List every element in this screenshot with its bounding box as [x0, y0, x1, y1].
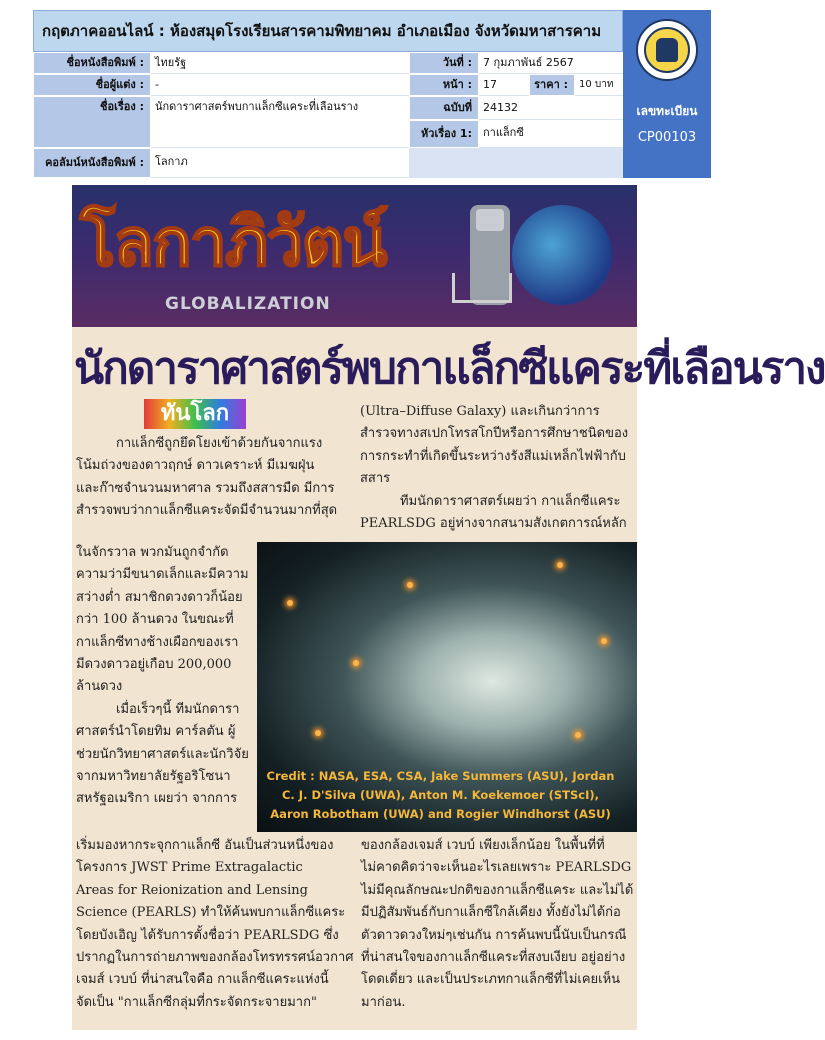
text-line: ตัวดาวดวงใหม่ๆเช่นกัน การค้นพบนี้นับเป็นกรณี: [361, 927, 627, 943]
text-line: การกระทำที่เกิดขึ้นระหว่างรังสีแม่เหล็กไฟฟ้ากับ: [360, 448, 626, 464]
empty-cell: [409, 148, 479, 178]
bottom-right-text: [361, 835, 633, 1014]
text-line: และก๊าซจำนวนมหาศาล รวมถึงสสารมืด มีการ: [76, 480, 335, 496]
newspaper-label: ชื่อหนังสือพิมพ์ :: [33, 52, 151, 74]
author-value: -: [151, 74, 409, 96]
text-line: ศาสตร์นำโดยทิม คาร์ลตัน ผู้: [76, 724, 236, 740]
text-line: ไม่คาดคิดว่าจะเห็นอะไรเลยเพราะ PEARLSDG: [361, 860, 632, 876]
registration-number: CP00103: [637, 130, 697, 145]
credit-line: C. J. D'Silva (UWA), Anton M. Koekemoer (STScI),: [281, 788, 600, 802]
text-line: จากมหาวิทยาลัยรัฐอริโซนา: [76, 768, 231, 784]
shopping-cart-icon: [452, 273, 512, 303]
date-value: 7 กุมภาพันธ์ 2567: [479, 52, 623, 74]
text-line: กาแล็กซีถูกยึดโยงเข้าด้วยกันจากแรง: [116, 436, 323, 451]
photo-credit: [244, 767, 637, 825]
newspaper-clipping: [72, 185, 825, 1030]
text-line: โดดเดี่ยว และเป็นประเภทกาแล็กซีที่ไม่เคยเห็น: [361, 972, 621, 988]
column-banner: [72, 185, 637, 327]
text-line: สำรวจทางสเปกโทรสโกปีหรือการศึกษาชนิดของ: [360, 426, 629, 442]
text-line: สหรัฐอเมริกา เผยว่า จากการ: [76, 791, 238, 807]
price-value: 10 บาท: [575, 74, 623, 96]
school-seal-icon: [636, 19, 698, 81]
author-label: ชื่อผู้แต่ง :: [33, 74, 151, 96]
text-line: ที่น่าสนใจของกาแล็กซีแคระที่สงบเงียบ อยู่อย่าง: [361, 949, 626, 965]
text-line: มีปฏิสัมพันธ์กับกาแล็กซีใกล้เคียง ทั้งยังไม่ได้ก่อ: [361, 905, 621, 921]
text-line: โดยบังเอิญ ได้รับการตั้งชื่อว่า PEARLSDG ซึ่ง: [76, 927, 339, 943]
text-line: มีดวงดาวอยู่เกือบ 200,000: [76, 656, 232, 672]
empty-cell: [479, 148, 623, 178]
credit-line: Credit : NASA, ESA, CSA, Jake Summers (ASU), Jordan: [266, 769, 615, 783]
text-line: จัดเป็น "กาแล็กซีกลุ่มที่กระจัดกระจายมาก": [76, 994, 317, 1010]
card-title: กฤตภาคออนไลน์ : ห้องสมุดโรงเรียนสารคามพิทยาคม อำเภอเมือง จังหวัดมหาสารคาม: [33, 10, 623, 52]
issue-label: ฉบับที่: [409, 96, 479, 120]
topic-value: กาแล็กซี: [479, 120, 623, 148]
text-line: ช่วยนักวิทยาศาสตร์และนักวิจัย: [76, 746, 249, 762]
globe-icon: [512, 205, 612, 305]
text-line: (Ultra–Diffuse Galaxy) และเกินกว่าการ: [360, 404, 600, 419]
right-column-text: [360, 401, 628, 535]
text-line: สำรวจพบว่ากาแล็กซีแคระจัดมีจำนวนมากที่สุด: [76, 503, 338, 519]
text-line: กาแล็กซีทางช้างเผือกของเรา: [76, 634, 239, 650]
registration-label: เลขทะเบียน: [636, 104, 698, 118]
text-line: ไม่มีคุณลักษณะปกติของกาแล็กซีแคระ และไม่ได้: [361, 882, 634, 898]
page-label: หน้า :: [409, 74, 479, 96]
left-column-text: [76, 542, 249, 811]
text-line: ในจักรวาล พวกมันถูกจำกัด: [76, 545, 229, 560]
article-headline: นักดาราศาสตร์พบกาแล็กซีแคระที่เลือนราง: [74, 343, 825, 394]
subject-value: นักดาราศาสตร์พบกาแล็กซีแคระที่เลือนราง: [151, 96, 409, 148]
text-line: ของกล้องเจมส์ เวบบ์ เพียงเล็กน้อย ในพื้นที่ที่: [361, 838, 605, 853]
credit-line: Aaron Robotham (UWA) and Rogier Windhorst (ASU): [270, 807, 611, 821]
text-line: สสาร: [360, 471, 391, 487]
text-line: โครงการ JWST Prime Extragalactic: [76, 860, 303, 876]
text-line: Science (PEARLS) ทำให้ค้นพบกาแล็กซีแคระ: [76, 905, 346, 921]
section-kicker: ทันโลก: [144, 399, 246, 429]
text-line: มาก่อน.: [361, 994, 406, 1010]
text-line: ล้านดวง: [76, 679, 123, 695]
column-label: คอลัมน์หนังสือพิมพ์ :: [33, 148, 151, 178]
price-label: ราคา :: [529, 74, 575, 96]
intro-paragraph: [76, 433, 337, 523]
banner-subtitle: GLOBALIZATION: [165, 294, 331, 314]
text-line: ทีมนักดาราศาสตร์เผยว่า กาแล็กซีแคระ: [400, 493, 621, 509]
text-line: กว่า 100 ล้านดวง ในขณะที่: [76, 612, 234, 628]
text-line: สว่างต่ำ สมาชิกดวงดาวก็น้อย: [76, 589, 243, 605]
column-value: โลกาภ: [151, 148, 409, 178]
topic-label: หัวเรื่อง 1:: [409, 120, 479, 148]
text-line: Areas for Reionization and Lensing: [76, 882, 308, 898]
page-value: 17: [479, 74, 529, 96]
text-line: ความว่ามีขนาดเล็กและมีความ: [76, 567, 249, 583]
subject-label: ชื่อเรื่อง :: [33, 96, 151, 148]
text-line: เมื่อเร็วๆนี้ ทีมนักดารา: [116, 701, 240, 717]
bottom-left-text: [76, 835, 354, 1014]
text-line: โน้มถ่วงของดาวฤกษ์ ดาวเคราะห์ มีเมฆฝุ่น: [76, 458, 315, 474]
issue-value: 24132: [479, 96, 623, 120]
catalog-card: [33, 10, 711, 180]
text-line: ปรากฏในการถ่ายภาพของกล้องโทรทรรศน์อวกาศ: [76, 949, 354, 965]
banner-title: โลกาภิวัตน์: [80, 204, 386, 281]
text-line: เริ่มมองหากระจุกกาแล็กซี อันเป็นส่วนหนึ่งของ: [76, 838, 334, 853]
text-line: เจมส์ เวบบ์ ที่น่าสนใจคือ กาแล็กซีแคระแห่งนี้: [76, 972, 329, 988]
date-label: วันที่ :: [409, 52, 479, 74]
registration-panel: [623, 10, 711, 178]
newspaper-value: ไทยรัฐ: [151, 52, 409, 74]
text-line: PEARLSDG อยู่ห่างจากสนามสังเกตการณ์หลัก: [360, 515, 627, 531]
